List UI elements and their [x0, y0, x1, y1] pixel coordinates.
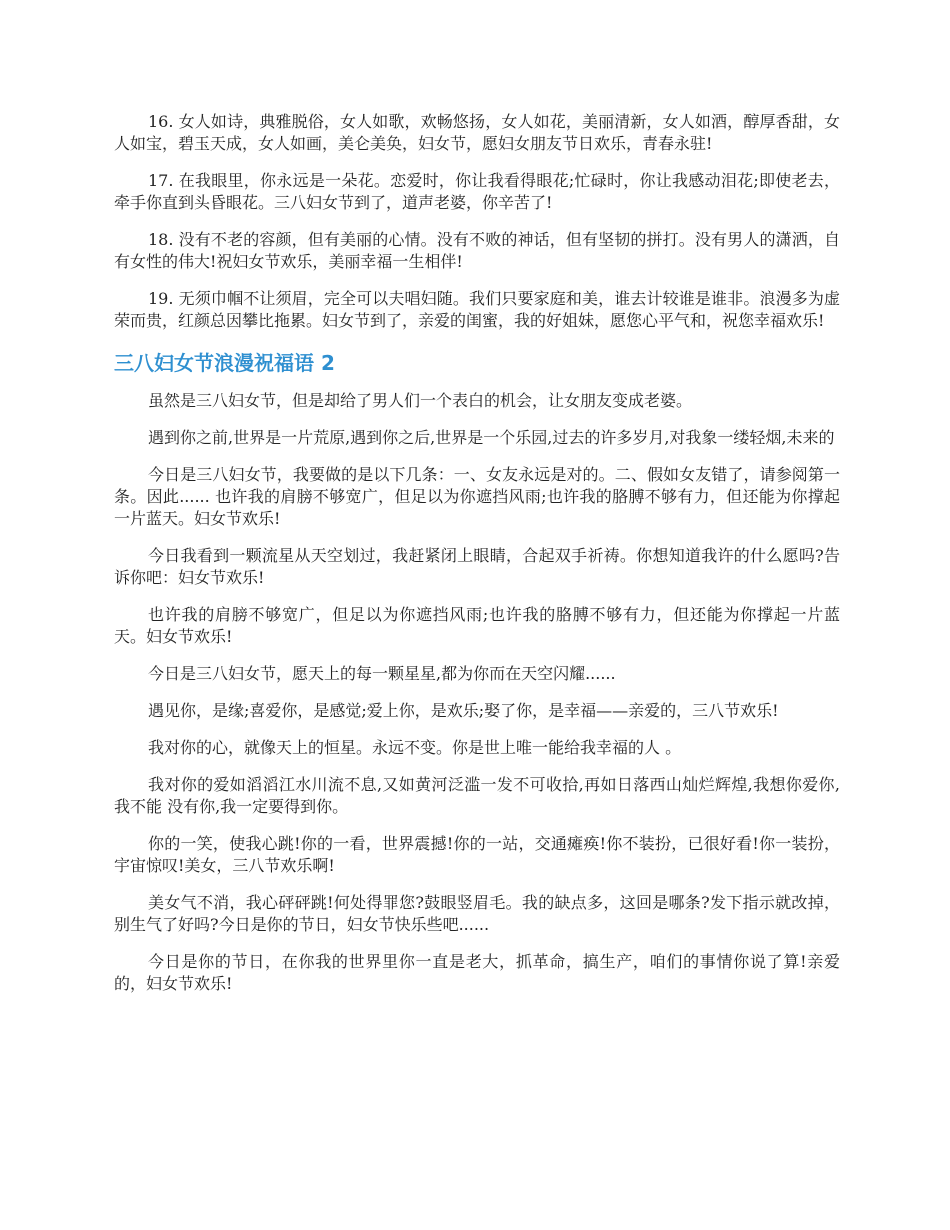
paragraph: 今日是三八妇女节，我要做的是以下几条：一、女友永远是对的。二、假如女友错了，请参阅第一条。因此...... 也许我的肩膀不够宽广，但足以为你遮挡风雨;也许我的胳膊不够有力，但还能为你撑起一片蓝天。妇女节欢乐!	[114, 465, 840, 528]
paragraph: 遇到你之前,世界是一片荒原,遇到你之后,世界是一个乐园,过去的许多岁月,对我象一缕轻烟,未来的	[148, 428, 835, 447]
paragraph: 今日是你的节日，在你我的世界里你一直是老大，抓革命，搞生产，咱们的事情你说了算!亲爱的，妇女节欢乐!	[114, 952, 840, 993]
paragraph: 也许我的肩膀不够宽广，但足以为你遮挡风雨;也许我的胳膊不够有力，但还能为你撑起一片蓝天。妇女节欢乐!	[114, 605, 840, 646]
paragraph: 16. 女人如诗，典雅脱俗，女人如歌，欢畅悠扬，女人如花，美丽清新，女人如酒，醇厚香甜，女人如宝，碧玉天成，女人如画，美仑美奂，妇女节，愿妇女朋友节日欢乐，青春永驻!	[114, 112, 840, 153]
paragraph: 17. 在我眼里，你永远是一朵花。恋爱时，你让我看得眼花;忙碌时，你让我感动泪花;即使老去，牵手你直到头昏眼花。三八妇女节到了，道声老婆，你辛苦了!	[114, 171, 840, 212]
paragraph: 美女气不消，我心砰砰跳!何处得罪您?鼓眼竖眉毛。我的缺点多，这回是哪条?发下指示就改掉，别生气了好吗?今日是你的节日，妇女节快乐些吧......	[114, 893, 840, 934]
paragraph: 我对你的爱如滔滔江水川流不息,又如黄河泛滥一发不可收拾,再如日落西山灿烂辉煌,我想你爱你,我不能 没有你,我一定要得到你。	[114, 775, 840, 816]
paragraph: 18. 没有不老的容颜，但有美丽的心情。没有不败的神话，但有坚韧的拼打。没有男人的潇洒，自有女性的伟大!祝妇女节欢乐，美丽幸福一生相伴!	[114, 230, 840, 271]
section-heading: 三八妇女节浪漫祝福语 2	[114, 351, 335, 375]
paragraph: 遇见你，是缘;喜爱你，是感觉;爱上你，是欢乐;娶了你，是幸福——亲爱的，三八节欢乐!	[148, 701, 779, 720]
paragraph: 你的一笑，使我心跳!你的一看，世界震撼!你的一站，交通瘫痪!你不装扮，已很好看!你一装扮，宇宙惊叹!美女，三八节欢乐啊!	[114, 834, 840, 875]
paragraph: 今日我看到一颗流星从天空划过，我赶紧闭上眼睛，合起双手祈祷。你想知道我许的什么愿吗?告诉你吧：妇女节欢乐!	[114, 546, 840, 587]
paragraph: 虽然是三八妇女节，但是却给了男人们一个表白的机会，让女朋友变成老婆。	[148, 391, 693, 410]
paragraph: 19. 无须巾帼不让须眉，完全可以夫唱妇随。我们只要家庭和美，谁去计较谁是谁非。浪漫多为虚荣而贵，红颜总因攀比拖累。妇女节到了，亲爱的闺蜜，我的好姐妹，愿您心平气和，祝您幸福欢乐!	[114, 289, 840, 330]
paragraph: 今日是三八妇女节，愿天上的每一颗星星,都为你而在天空闪耀......	[148, 664, 616, 683]
document-page	[114, 111, 840, 1010]
paragraph: 我对你的心，就像天上的恒星。永远不变。你是世上唯一能给我幸福的人 。	[148, 738, 682, 757]
